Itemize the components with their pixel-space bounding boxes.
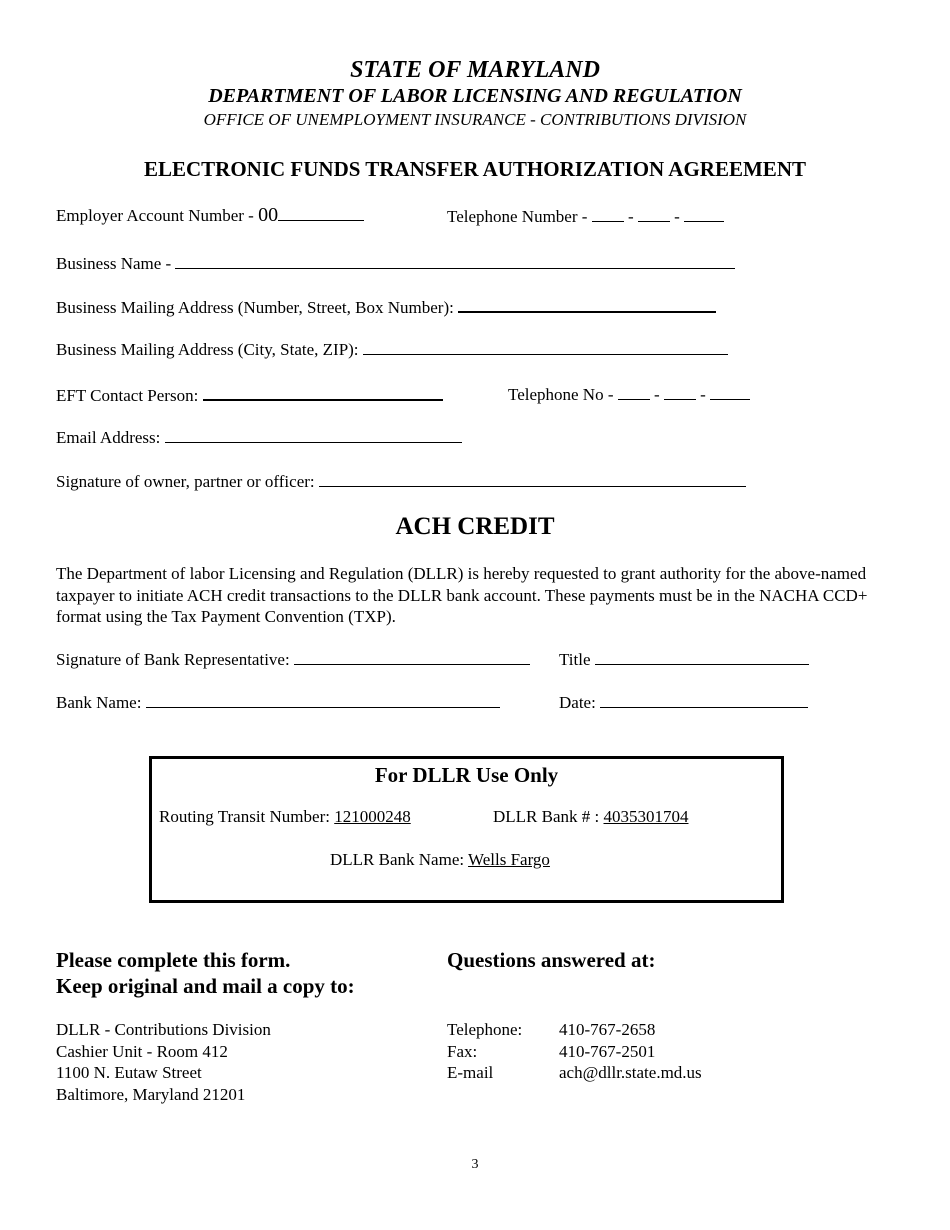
- address-line: Baltimore, Maryland 21201: [56, 1084, 246, 1104]
- mailing-street-line: [458, 296, 716, 313]
- mailing-address-block: [56, 1019, 271, 1105]
- contact-value-email[interactable]: ach@dllr.state.md.us: [559, 1063, 702, 1082]
- title-field[interactable]: [559, 649, 809, 670]
- ach-credit-heading: ACH CREDIT: [395, 513, 555, 540]
- dllr-bank-name: [330, 850, 550, 870]
- mailing-city-label: Business Mailing Address (City, State, ZIP):: [56, 340, 359, 359]
- routing-label: Routing Transit Number:: [159, 807, 335, 826]
- telephone-field[interactable]: Telephone Number - - -: [447, 206, 724, 227]
- routing-number: [159, 807, 411, 827]
- dllr-bank-name-value: Wells Fargo: [468, 850, 550, 869]
- contact-value-telephone: 410-767-2658: [559, 1020, 656, 1039]
- owner-signature-label: Signature of owner, partner or officer:: [56, 472, 315, 491]
- address-line: DLLR - Contributions Division: [56, 1020, 271, 1039]
- department-heading: DEPARTMENT OF LABOR LICENSING AND REGULATION: [208, 85, 742, 107]
- owner-signature-line: [319, 471, 746, 487]
- tel-prefix-line: [664, 384, 696, 400]
- business-name-field[interactable]: [56, 253, 735, 274]
- state-heading: STATE OF MARYLAND: [350, 57, 600, 83]
- email-line: [165, 427, 462, 443]
- employer-account-label: Employer Account Number -: [56, 206, 259, 225]
- contact-labels: [447, 1019, 522, 1084]
- phone-prefix-line: [638, 206, 670, 222]
- business-name-label: Business Name -: [56, 254, 176, 273]
- contact-label-email: E-mail: [447, 1063, 494, 1082]
- phone-suffix-line: [684, 206, 724, 222]
- bank-name-field[interactable]: [56, 692, 500, 713]
- tel-area-line: [618, 384, 650, 400]
- form-title: ELECTRONIC FUNDS TRANSFER AUTHORIZATION AGREEMENT: [143, 157, 806, 181]
- telephone-no-label: Telephone No -: [508, 385, 618, 404]
- mailing-city-field[interactable]: [56, 339, 728, 360]
- dllr-box-heading: For DLLR Use Only: [374, 763, 559, 787]
- employer-account-line: [278, 205, 364, 221]
- telephone-label: Telephone Number -: [447, 207, 592, 226]
- eft-contact-line: [203, 384, 443, 401]
- contact-value-fax: 410-767-2501: [559, 1041, 656, 1061]
- bank-rep-signature-line: [294, 649, 530, 665]
- routing-value: 121000248: [334, 807, 411, 826]
- date-label: Date:: [559, 693, 596, 712]
- dllr-bank-name-label: DLLR Bank Name:: [330, 850, 469, 869]
- office-heading: OFFICE OF UNEMPLOYMENT INSURANCE - CONTRIBUTIONS DIVISION: [203, 110, 747, 129]
- title-line: [595, 649, 809, 665]
- bank-name-label: Bank Name:: [56, 693, 142, 712]
- contact-label-telephone: Telephone:: [447, 1020, 523, 1039]
- bank-rep-signature-label: Signature of Bank Representative:: [56, 650, 290, 669]
- owner-signature-field[interactable]: [56, 471, 746, 492]
- email-field[interactable]: [56, 427, 462, 448]
- email-label: Email Address:: [56, 428, 161, 447]
- title-label: Title: [559, 650, 591, 669]
- date-field[interactable]: [559, 692, 808, 713]
- bank-name-line: [146, 692, 500, 708]
- business-name-line: [175, 253, 735, 269]
- mailing-city-line: [363, 339, 728, 355]
- telephone-no-field[interactable]: Telephone No - - -: [508, 384, 750, 405]
- contact-label-fax: Fax:: [447, 1041, 478, 1061]
- address-line: Cashier Unit - Room 412: [56, 1041, 228, 1061]
- contact-values: [559, 1019, 702, 1084]
- employer-account-field[interactable]: [56, 204, 364, 227]
- complete-form-line1: Please complete this form.: [56, 948, 291, 972]
- page-number: 3: [471, 1157, 479, 1172]
- questions-heading: Questions answered at:: [447, 948, 656, 972]
- complete-form-line2: Keep original and mail a copy to:: [56, 974, 355, 998]
- tel-suffix-line: [710, 384, 750, 400]
- dllr-use-only-box: [149, 756, 784, 903]
- dllr-bank-number-value: 4035301704: [603, 807, 689, 826]
- dllr-bank-number: [493, 807, 689, 827]
- eft-contact-label: EFT Contact Person:: [56, 386, 199, 405]
- mailing-street-label: Business Mailing Address (Number, Street, Box Number):: [56, 298, 454, 317]
- ach-credit-paragraph: The Department of labor Licensing and Regulation (DLLR) is hereby requested to grant authority for the above-named taxpayer to initiate ACH credit transactions to the DLLR bank account. These payments must be in the NACHA CCD+ format using the Tax Payment Convention (TXP).: [56, 564, 868, 626]
- bank-rep-signature-field[interactable]: [56, 649, 530, 670]
- eft-contact-field[interactable]: [56, 384, 443, 406]
- date-line: [600, 692, 808, 708]
- address-line: 1100 N. Eutaw Street: [56, 1063, 202, 1082]
- dllr-bank-number-label: DLLR Bank # :: [493, 807, 604, 826]
- phone-area-line: [592, 206, 624, 222]
- employer-account-prefix: 00: [258, 204, 279, 226]
- mailing-street-field[interactable]: [56, 296, 716, 318]
